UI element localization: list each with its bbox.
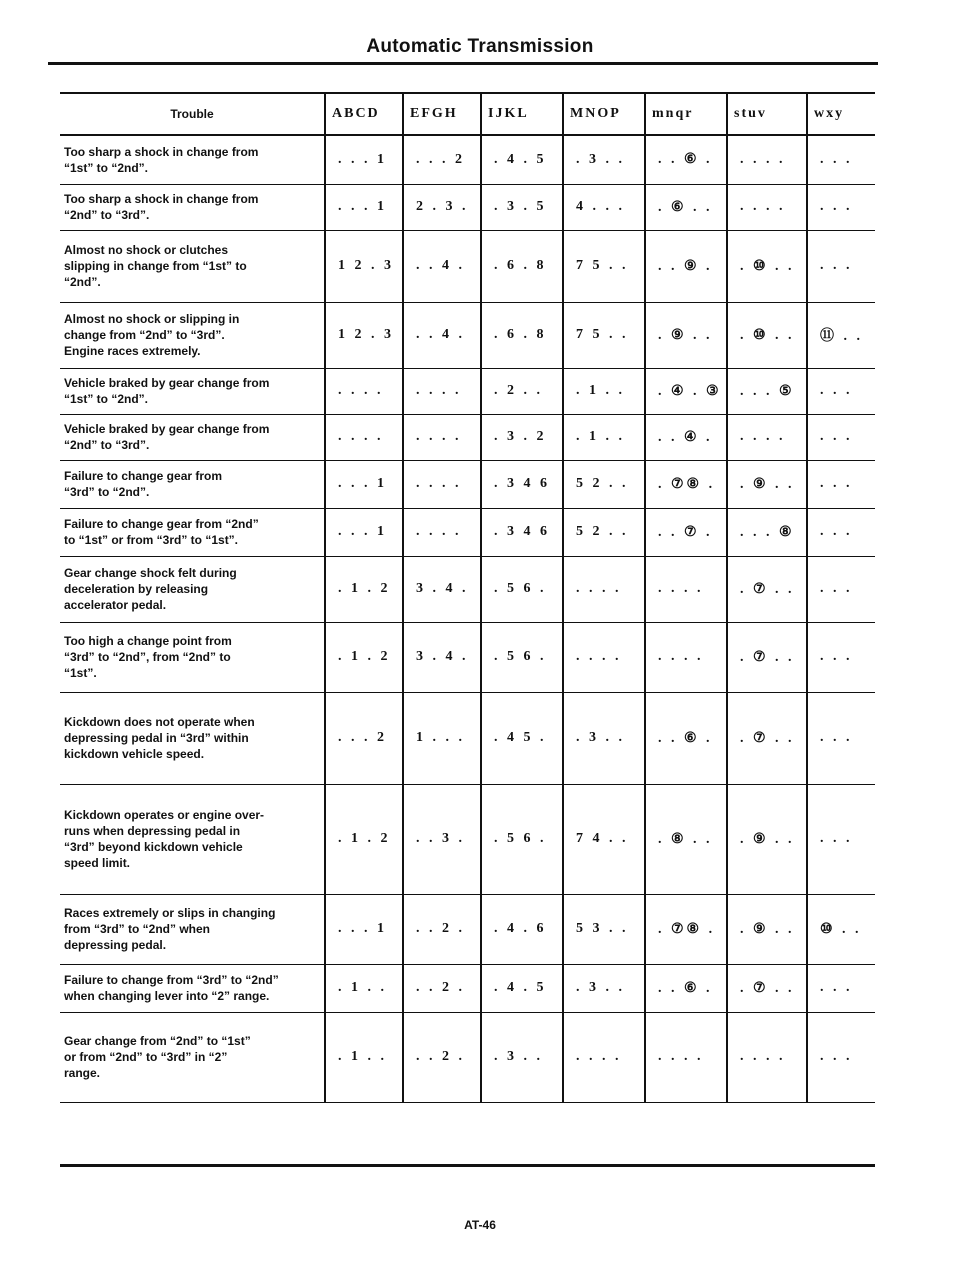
code-cell: . . 2 . xyxy=(403,1012,481,1102)
trouble-description: Kickdown operates or engine over- runs when depressing pedal in “3rd” beyond kickdown vehicle speed limit. xyxy=(60,784,325,894)
trouble-diagnosis-table xyxy=(60,92,875,1103)
code-cell: . . . xyxy=(807,622,875,692)
code-cell: . . . . xyxy=(645,556,727,622)
code-cell: . . 2 . xyxy=(403,894,481,964)
code-cell: . . . . xyxy=(403,460,481,508)
code-cell: . . . . xyxy=(563,622,645,692)
code-cell: . 1 . . xyxy=(325,1012,403,1102)
code-cell: 7 5 . . xyxy=(563,302,645,368)
table-row xyxy=(60,302,875,368)
trouble-description: Too sharp a shock in change from “2nd” to “3rd”. xyxy=(60,184,325,230)
code-cell: . . ⑦ . xyxy=(645,508,727,556)
code-cell: . ⑨ . . xyxy=(727,460,807,508)
code-cell: . . . xyxy=(807,556,875,622)
code-cell: . . . xyxy=(807,135,875,184)
trouble-description: Races extremely or slips in changing from “3rd” to “2nd” when depressing pedal. xyxy=(60,894,325,964)
code-cell: . 3 . 5 xyxy=(481,184,563,230)
code-cell: 1 2 . 3 xyxy=(325,230,403,302)
code-cell: . 5 6 . xyxy=(481,556,563,622)
code-cell: . . . ⑧ xyxy=(727,508,807,556)
code-cell: . ⑩ . . xyxy=(727,302,807,368)
code-cell: . ⑦ . . xyxy=(727,622,807,692)
trouble-description: Failure to change from “3rd” to “2nd” when changing lever into “2” range. xyxy=(60,964,325,1012)
code-cell: . . . . xyxy=(403,508,481,556)
code-cell: . . . 1 xyxy=(325,460,403,508)
page-number: AT-46 xyxy=(464,1218,496,1232)
code-cell: . . . xyxy=(807,1012,875,1102)
table-row xyxy=(60,508,875,556)
code-cell: . 3 . . xyxy=(563,692,645,784)
table-row xyxy=(60,622,875,692)
table-row xyxy=(60,964,875,1012)
trouble-description: Kickdown does not operate when depressing pedal in “3rd” within kickdown vehicle speed. xyxy=(60,692,325,784)
code-cell: . . . . xyxy=(403,368,481,414)
code-cell: . 3 . . xyxy=(481,1012,563,1102)
column-header-mnop: MNOP xyxy=(563,93,645,135)
code-cell: . 4 . 5 xyxy=(481,964,563,1012)
code-cell: . 1 . . xyxy=(563,414,645,460)
code-cell: . . . 1 xyxy=(325,135,403,184)
code-cell: . 3 . . xyxy=(563,964,645,1012)
code-cell: . . ④ . xyxy=(645,414,727,460)
table-row xyxy=(60,184,875,230)
code-cell: . . . xyxy=(807,692,875,784)
trouble-description: Gear change shock felt during deceleration by releasing accelerator pedal. xyxy=(60,556,325,622)
code-cell: 4 . . . xyxy=(563,184,645,230)
code-cell: . . . 2 xyxy=(325,692,403,784)
table-row xyxy=(60,894,875,964)
code-cell: . ⑩ . . xyxy=(727,230,807,302)
table-row xyxy=(60,1012,875,1102)
table-row xyxy=(60,460,875,508)
column-header-mnqr: mnqr xyxy=(645,93,727,135)
table-row xyxy=(60,692,875,784)
code-cell: 2 . 3 . xyxy=(403,184,481,230)
code-cell: . . . . xyxy=(563,556,645,622)
code-cell: . ⑨ . . xyxy=(727,784,807,894)
code-cell: . . . xyxy=(807,414,875,460)
code-cell: . ⑨ . . xyxy=(645,302,727,368)
code-cell: . 1 . . xyxy=(563,368,645,414)
code-cell: 1 . . . xyxy=(403,692,481,784)
code-cell: . . . 2 xyxy=(403,135,481,184)
table-row xyxy=(60,414,875,460)
code-cell: . . . . xyxy=(727,184,807,230)
code-cell: . 2 . . xyxy=(481,368,563,414)
code-cell: . 1 . 2 xyxy=(325,556,403,622)
code-cell: . 3 4 6 xyxy=(481,508,563,556)
code-cell: . ⑥ . . xyxy=(645,184,727,230)
trouble-description: Too high a change point from “3rd” to “2nd”, from “2nd” to “1st”. xyxy=(60,622,325,692)
column-header-wxy: wxy xyxy=(807,93,875,135)
table-row xyxy=(60,368,875,414)
code-cell: . ⑦⑧ . xyxy=(645,894,727,964)
code-cell: . ⑦ . . xyxy=(727,556,807,622)
trouble-description: Too sharp a shock in change from “1st” to “2nd”. xyxy=(60,135,325,184)
code-cell: . 4 . 6 xyxy=(481,894,563,964)
code-cell: 7 5 . . xyxy=(563,230,645,302)
code-cell: . . 4 . xyxy=(403,230,481,302)
page-title: Automatic Transmission xyxy=(366,36,594,57)
trouble-description: Gear change from “2nd” to “1st” or from “2nd” to “3rd” in “2” range. xyxy=(60,1012,325,1102)
code-cell: . ⑦ . . xyxy=(727,692,807,784)
code-cell: ⑪ . . xyxy=(807,302,875,368)
code-cell: . . . . xyxy=(325,414,403,460)
code-cell: . 5 6 . xyxy=(481,622,563,692)
table-bottom-rule xyxy=(60,1164,875,1167)
code-cell: . . . xyxy=(807,184,875,230)
code-cell: . . 4 . xyxy=(403,302,481,368)
code-cell: . . ⑨ . xyxy=(645,230,727,302)
code-cell: 1 2 . 3 xyxy=(325,302,403,368)
table-header-row xyxy=(60,93,875,135)
code-cell: . 4 5 . xyxy=(481,692,563,784)
code-cell: . . . . xyxy=(727,135,807,184)
code-cell: 5 2 . . xyxy=(563,460,645,508)
code-cell: 3 . 4 . xyxy=(403,556,481,622)
code-cell: . . . xyxy=(807,460,875,508)
column-header-ijkl: IJKL xyxy=(481,93,563,135)
code-cell: . ⑦⑧ . xyxy=(645,460,727,508)
column-header-stuv: stuv xyxy=(727,93,807,135)
trouble-description: Almost no shock or slipping in change from “2nd” to “3rd”. Engine races extremely. xyxy=(60,302,325,368)
code-cell: . ⑦ . . xyxy=(727,964,807,1012)
code-cell: . . . xyxy=(807,508,875,556)
table-row xyxy=(60,230,875,302)
code-cell: 3 . 4 . xyxy=(403,622,481,692)
code-cell: 5 2 . . xyxy=(563,508,645,556)
code-cell: . . . 1 xyxy=(325,508,403,556)
code-cell: 7 4 . . xyxy=(563,784,645,894)
column-header-trouble: Trouble xyxy=(60,93,325,135)
code-cell: . . . . xyxy=(563,1012,645,1102)
code-cell: . . . . xyxy=(727,1012,807,1102)
column-header-efgh: EFGH xyxy=(403,93,481,135)
code-cell: . 3 . . xyxy=(563,135,645,184)
code-cell: . 5 6 . xyxy=(481,784,563,894)
code-cell: . . 2 . xyxy=(403,964,481,1012)
code-cell: . ⑧ . . xyxy=(645,784,727,894)
table-row xyxy=(60,556,875,622)
code-cell: . 4 . 5 xyxy=(481,135,563,184)
code-cell: . . ⑥ . xyxy=(645,692,727,784)
code-cell: . . 3 . xyxy=(403,784,481,894)
code-cell: ⑩ . . xyxy=(807,894,875,964)
code-cell: . . . . xyxy=(325,368,403,414)
code-cell: . . . 1 xyxy=(325,894,403,964)
trouble-description: Failure to change gear from “3rd” to “2nd”. xyxy=(60,460,325,508)
code-cell: . . . xyxy=(807,964,875,1012)
code-cell: . . . ⑤ xyxy=(727,368,807,414)
code-cell: . . . . xyxy=(645,1012,727,1102)
header-rule xyxy=(48,62,878,65)
code-cell: . 3 . 2 xyxy=(481,414,563,460)
code-cell: . 1 . . xyxy=(325,964,403,1012)
trouble-description: Almost no shock or clutches slipping in change from “1st” to “2nd”. xyxy=(60,230,325,302)
code-cell: . . ⑥ . xyxy=(645,964,727,1012)
code-cell: . ⑨ . . xyxy=(727,894,807,964)
column-header-abcd: ABCD xyxy=(325,93,403,135)
code-cell: 5 3 . . xyxy=(563,894,645,964)
code-cell: . 1 . 2 xyxy=(325,784,403,894)
trouble-description: Failure to change gear from “2nd” to “1st” or from “3rd” to “1st”. xyxy=(60,508,325,556)
code-cell: . . . . xyxy=(645,622,727,692)
code-cell: . . . 1 xyxy=(325,184,403,230)
code-cell: . . ⑥ . xyxy=(645,135,727,184)
code-cell: . ④ . ③ xyxy=(645,368,727,414)
code-cell: . 6 . 8 xyxy=(481,302,563,368)
code-cell: . . . xyxy=(807,784,875,894)
code-cell: . . . xyxy=(807,368,875,414)
code-cell: . 3 4 6 xyxy=(481,460,563,508)
code-cell: . . . . xyxy=(727,414,807,460)
table-row xyxy=(60,784,875,894)
code-cell: . . . xyxy=(807,230,875,302)
code-cell: . 6 . 8 xyxy=(481,230,563,302)
code-cell: . 1 . 2 xyxy=(325,622,403,692)
table-row xyxy=(60,135,875,184)
code-cell: . . . . xyxy=(403,414,481,460)
trouble-description: Vehicle braked by gear change from “1st” to “2nd”. xyxy=(60,368,325,414)
trouble-description: Vehicle braked by gear change from “2nd” to “3rd”. xyxy=(60,414,325,460)
